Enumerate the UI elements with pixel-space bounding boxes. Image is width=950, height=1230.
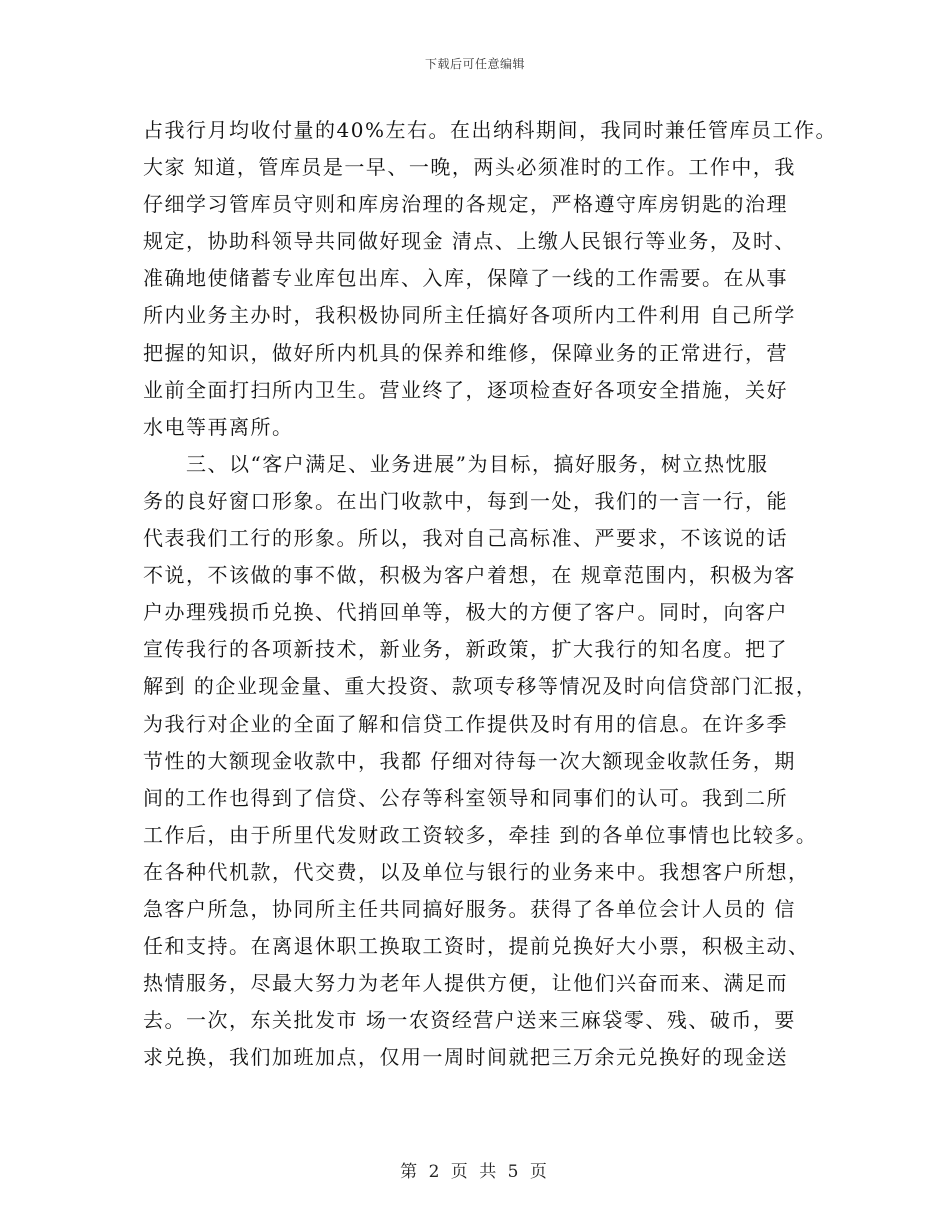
- page-footer: 第 2 页 共 5 页: [400, 1162, 550, 1182]
- text-line: 水电等再离所。: [143, 414, 294, 439]
- text-line: 把握的知识，做好所内机具的保养和维修，保障业务的正常进行，营: [143, 340, 788, 365]
- text-line: 工作后，由于所里代发财政工资较多，牵挂 到的各单位事情也比较多。: [143, 822, 818, 847]
- text-line: 务的良好窗口形象。在出门收款中，每到一处，我们的一言一行，能: [143, 488, 788, 513]
- text-line: 热情服务，尽最大努力为老年人提供方便，让他们兴奋而来、满足而: [143, 971, 788, 996]
- text-line: 求兑换，我们加班加点，仅用一周时间就把三万余元兑换好的现金送: [143, 1045, 788, 1070]
- document-body: [143, 112, 837, 1076]
- text-line: 去。一次，东关批发市 场一农资经营户送来三麻袋零、残、破币，要: [143, 1008, 796, 1033]
- page-header: 下载后可任意编辑: [424, 57, 525, 71]
- text-line: 准确地使储蓄专业库包出库、入库，保障了一线的工作需要。在从事: [143, 266, 788, 291]
- text-line: 规定，协助科领导共同做好现金 清点、上缴人民银行等业务，及时、: [143, 229, 796, 254]
- text-line: 占我行月均收付量的40%左右。在出纳科期间，我同时兼任管库员工作。: [143, 118, 837, 142]
- text-line: 大家 知道，管库员是一早、一晚，两头必须准时的工作。工作中，我: [143, 155, 796, 180]
- text-line: 急客户所急，协同所主任共同搞好服务。获得了各单位会计人员的 信: [143, 896, 796, 921]
- text-line: 为我行对企业的全面了解和信贷工作提供及时有用的信息。在许多季: [143, 711, 788, 736]
- text-line: 所内业务主办时，我积极协同所主任搞好各项所内工件利用 自己所学: [143, 303, 796, 328]
- text-line: 任和支持。在离退休职工换取工资时，提前兑换好大小票，积极主动、: [143, 934, 810, 959]
- text-line: 间的工作也得到了信贷、公存等科室领导和同事们的认可。我到二所: [143, 785, 788, 810]
- text-line: 节性的大额现金收款中，我都 仔细对待每一次大额现金收款任务，期: [143, 748, 796, 773]
- text-line: 代表我们工行的形象。所以，我对自己高标准、严要求，不该说的话: [143, 526, 788, 551]
- text-line: 三、以“客户满足、业务进展”为目标，搞好服务，树立热忱服: [143, 451, 769, 476]
- text-line: 户办理残损币兑换、代捎回单等，极大的方便了客户。同时，向客户: [143, 600, 788, 625]
- text-line: 宣传我行的各项新技术，新业务，新政策，扩大我行的知名度。把了: [143, 637, 788, 662]
- text-line: 在各种代机款，代交费，以及单位与银行的业务来中。我想客户所想，: [143, 859, 810, 884]
- text-line: 仔细学习管库员守则和库房治理的各规定，严格遵守库房钥匙的治理: [143, 192, 788, 217]
- text-line: 业前全面打扫所内卫生。营业终了，逐项检查好各项安全措施，关好: [143, 377, 788, 402]
- text-line: 不说，不该做的事不做，积极为客户着想，在 规章范围内，积极为客: [143, 563, 796, 588]
- text-line: 解到 的企业现金量、重大投资、款项专移等情况及时向信贷部门汇报，: [143, 674, 818, 699]
